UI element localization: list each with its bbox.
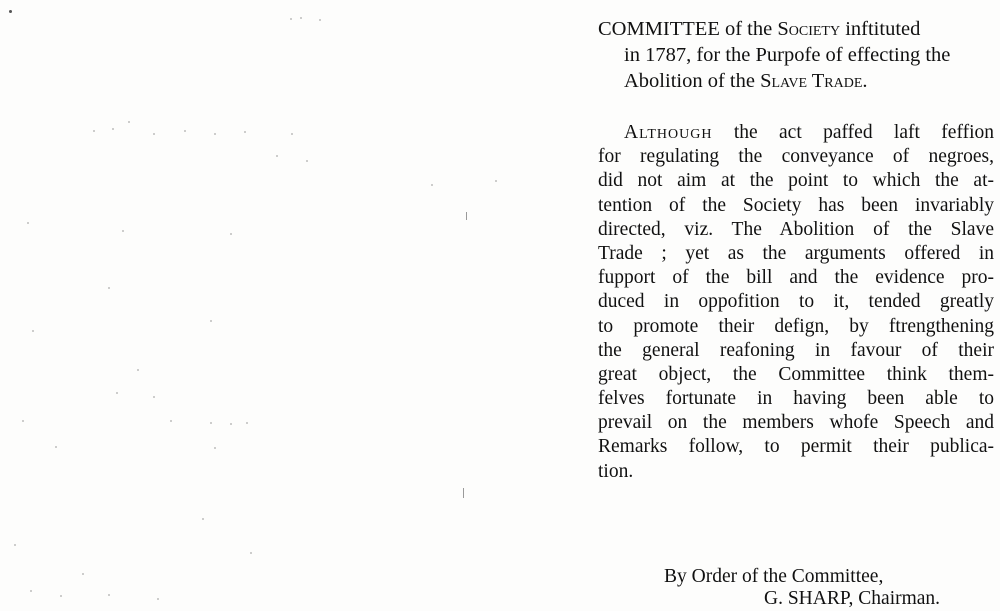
page-speck (108, 594, 110, 596)
page-speck (137, 369, 139, 371)
page-speck (153, 396, 155, 398)
paragraph-line: great object, the Committee think them- (598, 363, 994, 385)
gutter-mark (463, 488, 464, 498)
page-speck (431, 184, 433, 186)
page-speck (210, 422, 212, 424)
page-speck (230, 423, 232, 425)
body-paragraph (598, 121, 994, 484)
paragraph-line: tention of the Society has been invariably (598, 194, 994, 216)
page-speck (128, 121, 130, 123)
gutter-mark (466, 212, 467, 220)
page-speck (30, 590, 32, 592)
heading-line-3: Abolition of the Slave Trade. (624, 70, 868, 92)
paragraph-line: tion. (598, 460, 634, 482)
page-speck (122, 230, 124, 232)
paragraph-line: prevail on the members whofe Speech and (598, 412, 994, 434)
page-speck (157, 598, 159, 600)
page-speck (184, 130, 186, 132)
page-speck (60, 595, 62, 597)
paragraph-line: fupport of the bill and the evidence pro- (598, 267, 994, 289)
page-speck (22, 420, 24, 422)
page-speck (290, 18, 292, 20)
slave-trade-small-caps: Slave Trade. (760, 70, 868, 92)
page-speck (214, 447, 216, 449)
order-line: By Order of the Committee, (664, 566, 884, 587)
heading-line-1: COMMITTEE of the Society inftituted (598, 18, 921, 40)
paragraph-line: did not aim at the point to which the at- (598, 170, 994, 192)
page-speck (116, 392, 118, 394)
paragraph-line: duced in oppofition to it, tended greatly (598, 291, 994, 313)
paragraph-line: felves fortunate in having been able to (598, 388, 994, 410)
chairman-signature: G. SHARP, Chairman. (764, 588, 941, 609)
page-speck (250, 552, 252, 554)
page-speck (230, 233, 232, 235)
page-speck (112, 128, 114, 130)
page-speck (291, 133, 293, 135)
paragraph-line: to promote their defign, by ftrengthening (598, 315, 994, 337)
paragraph-line: Remarks follow, to permit their publica- (598, 436, 994, 458)
page-speck (27, 222, 29, 224)
page-speck (14, 544, 16, 546)
page-speck (495, 180, 497, 182)
page-speck (170, 420, 172, 422)
page-speck (306, 160, 308, 162)
page-speck (319, 19, 321, 21)
page-speck (9, 10, 12, 13)
paragraph-line: Although the act paffed laft feffion (624, 122, 994, 143)
lead-word: Although (624, 122, 713, 143)
paragraph-line: for regulating the conveyance of negroes, (598, 146, 994, 168)
committee-heading (598, 16, 994, 94)
right-text-page (598, 0, 994, 611)
page-speck (82, 573, 84, 575)
page-speck (55, 446, 57, 448)
page-speck (202, 518, 204, 520)
page-speck (244, 131, 246, 133)
page-speck (214, 133, 216, 135)
page-speck (300, 17, 302, 19)
page-speck (246, 422, 248, 424)
page-speck (93, 130, 95, 132)
society-small-caps: Society (777, 18, 841, 40)
paragraph-line: directed, viz. The Abolition of the Slave (598, 218, 994, 240)
page-speck (32, 330, 34, 332)
page-speck (210, 320, 212, 322)
paragraph-line: the general reafoning in favour of their (598, 339, 994, 361)
paragraph-line: Trade ; yet as the arguments offered in (598, 242, 994, 264)
page-speck (108, 287, 110, 289)
heading-line-2: in 1787, for the Purpofe of effecting the (624, 44, 951, 66)
page-speck (276, 155, 278, 157)
page-speck (153, 133, 155, 135)
